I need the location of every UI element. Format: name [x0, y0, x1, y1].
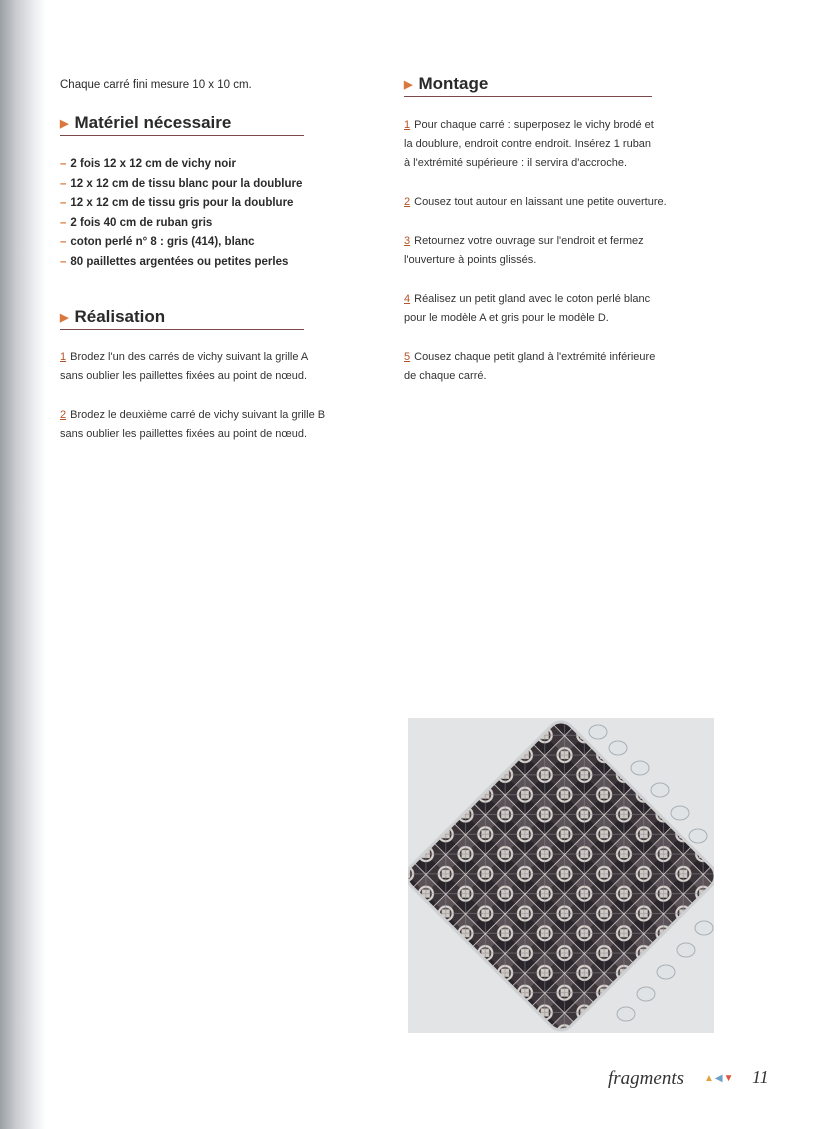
list-item: – 2 fois 12 x 12 cm de vichy noir — [60, 158, 236, 170]
montage-step-2: 2 Cousez tout autour en laissant une petite ouverture. — [404, 196, 667, 208]
heading-montage — [404, 74, 652, 97]
footer-triangles-icon: ▲◀▼ — [704, 1073, 735, 1084]
dash-icon: – — [60, 236, 67, 248]
montage-step-5: 5 Cousez chaque petit gland à l'extrémité inférieure de chaque carré. — [404, 351, 656, 382]
list-item: – 2 fois 40 cm de ruban gris — [60, 216, 213, 229]
dash-icon: – — [60, 216, 67, 229]
bullet-arrow-icon: ▶ — [60, 118, 69, 130]
heading-montage-label: Montage — [418, 74, 489, 93]
list-item: – 12 x 12 cm de tissu gris pour la doublure — [60, 197, 294, 209]
step-number: 3 — [404, 235, 411, 247]
montage-step-4: 4 Réalisez un petit gland avec le coton perlé blanc pour le modèle A et gris pour le modèle D. — [404, 293, 651, 324]
dash-icon: – — [60, 177, 67, 190]
bullet-arrow-icon: ▶ — [404, 79, 413, 91]
step-number: 4 — [404, 293, 411, 305]
heading-materiel — [60, 113, 304, 136]
footer-magazine-name: fragments — [608, 1068, 684, 1089]
heading-realisation — [60, 307, 304, 330]
page-spine-shadow — [0, 0, 46, 1129]
page-number: 11 — [752, 1067, 769, 1087]
realisation-step-2: 2 Brodez le deuxième carré de vichy suivant la grille B sans oublier les paillettes fixées au point de nœud. — [60, 409, 326, 440]
step-number: 1 — [404, 119, 411, 131]
intro-text: Chaque carré fini mesure 10 x 10 cm. — [60, 79, 252, 91]
list-item: – 80 paillettes argentées ou petites perles — [60, 255, 289, 268]
heading-realisation-label: Réalisation — [74, 307, 166, 326]
step-number: 2 — [404, 196, 411, 208]
list-item: – 12 x 12 cm de tissu blanc pour la doublure — [60, 177, 303, 190]
step-number: 2 — [60, 409, 67, 421]
step-number: 1 — [60, 351, 67, 363]
realisation-step-1: 1 Brodez l'un des carrés de vichy suivant la grille A sans oublier les paillettes fixées au point de nœud. — [60, 351, 309, 382]
heading-materiel-label: Matériel nécessaire — [74, 113, 232, 132]
montage-step-1: 1 Pour chaque carré : superposez le vichy brodé et la doublure, endroit contre endroit. Insérez 1 ruban à l'extrémité supérieure : il servira d'accroche. — [404, 119, 654, 169]
montage-step-3: 3 Retournez votre ouvrage sur l'endroit et fermez l'ouverture à points glissés. — [404, 235, 644, 266]
bullet-arrow-icon: ▶ — [60, 312, 69, 324]
list-item: – coton perlé n° 8 : gris (414), blanc — [60, 236, 255, 248]
dash-icon: – — [60, 255, 67, 268]
dash-icon: – — [60, 197, 67, 209]
embroidered-cushion-image — [408, 718, 714, 1033]
materiel-list — [60, 155, 302, 272]
step-number: 5 — [404, 351, 411, 363]
embroidery-photo — [408, 718, 714, 1033]
dash-icon: – — [60, 158, 67, 170]
